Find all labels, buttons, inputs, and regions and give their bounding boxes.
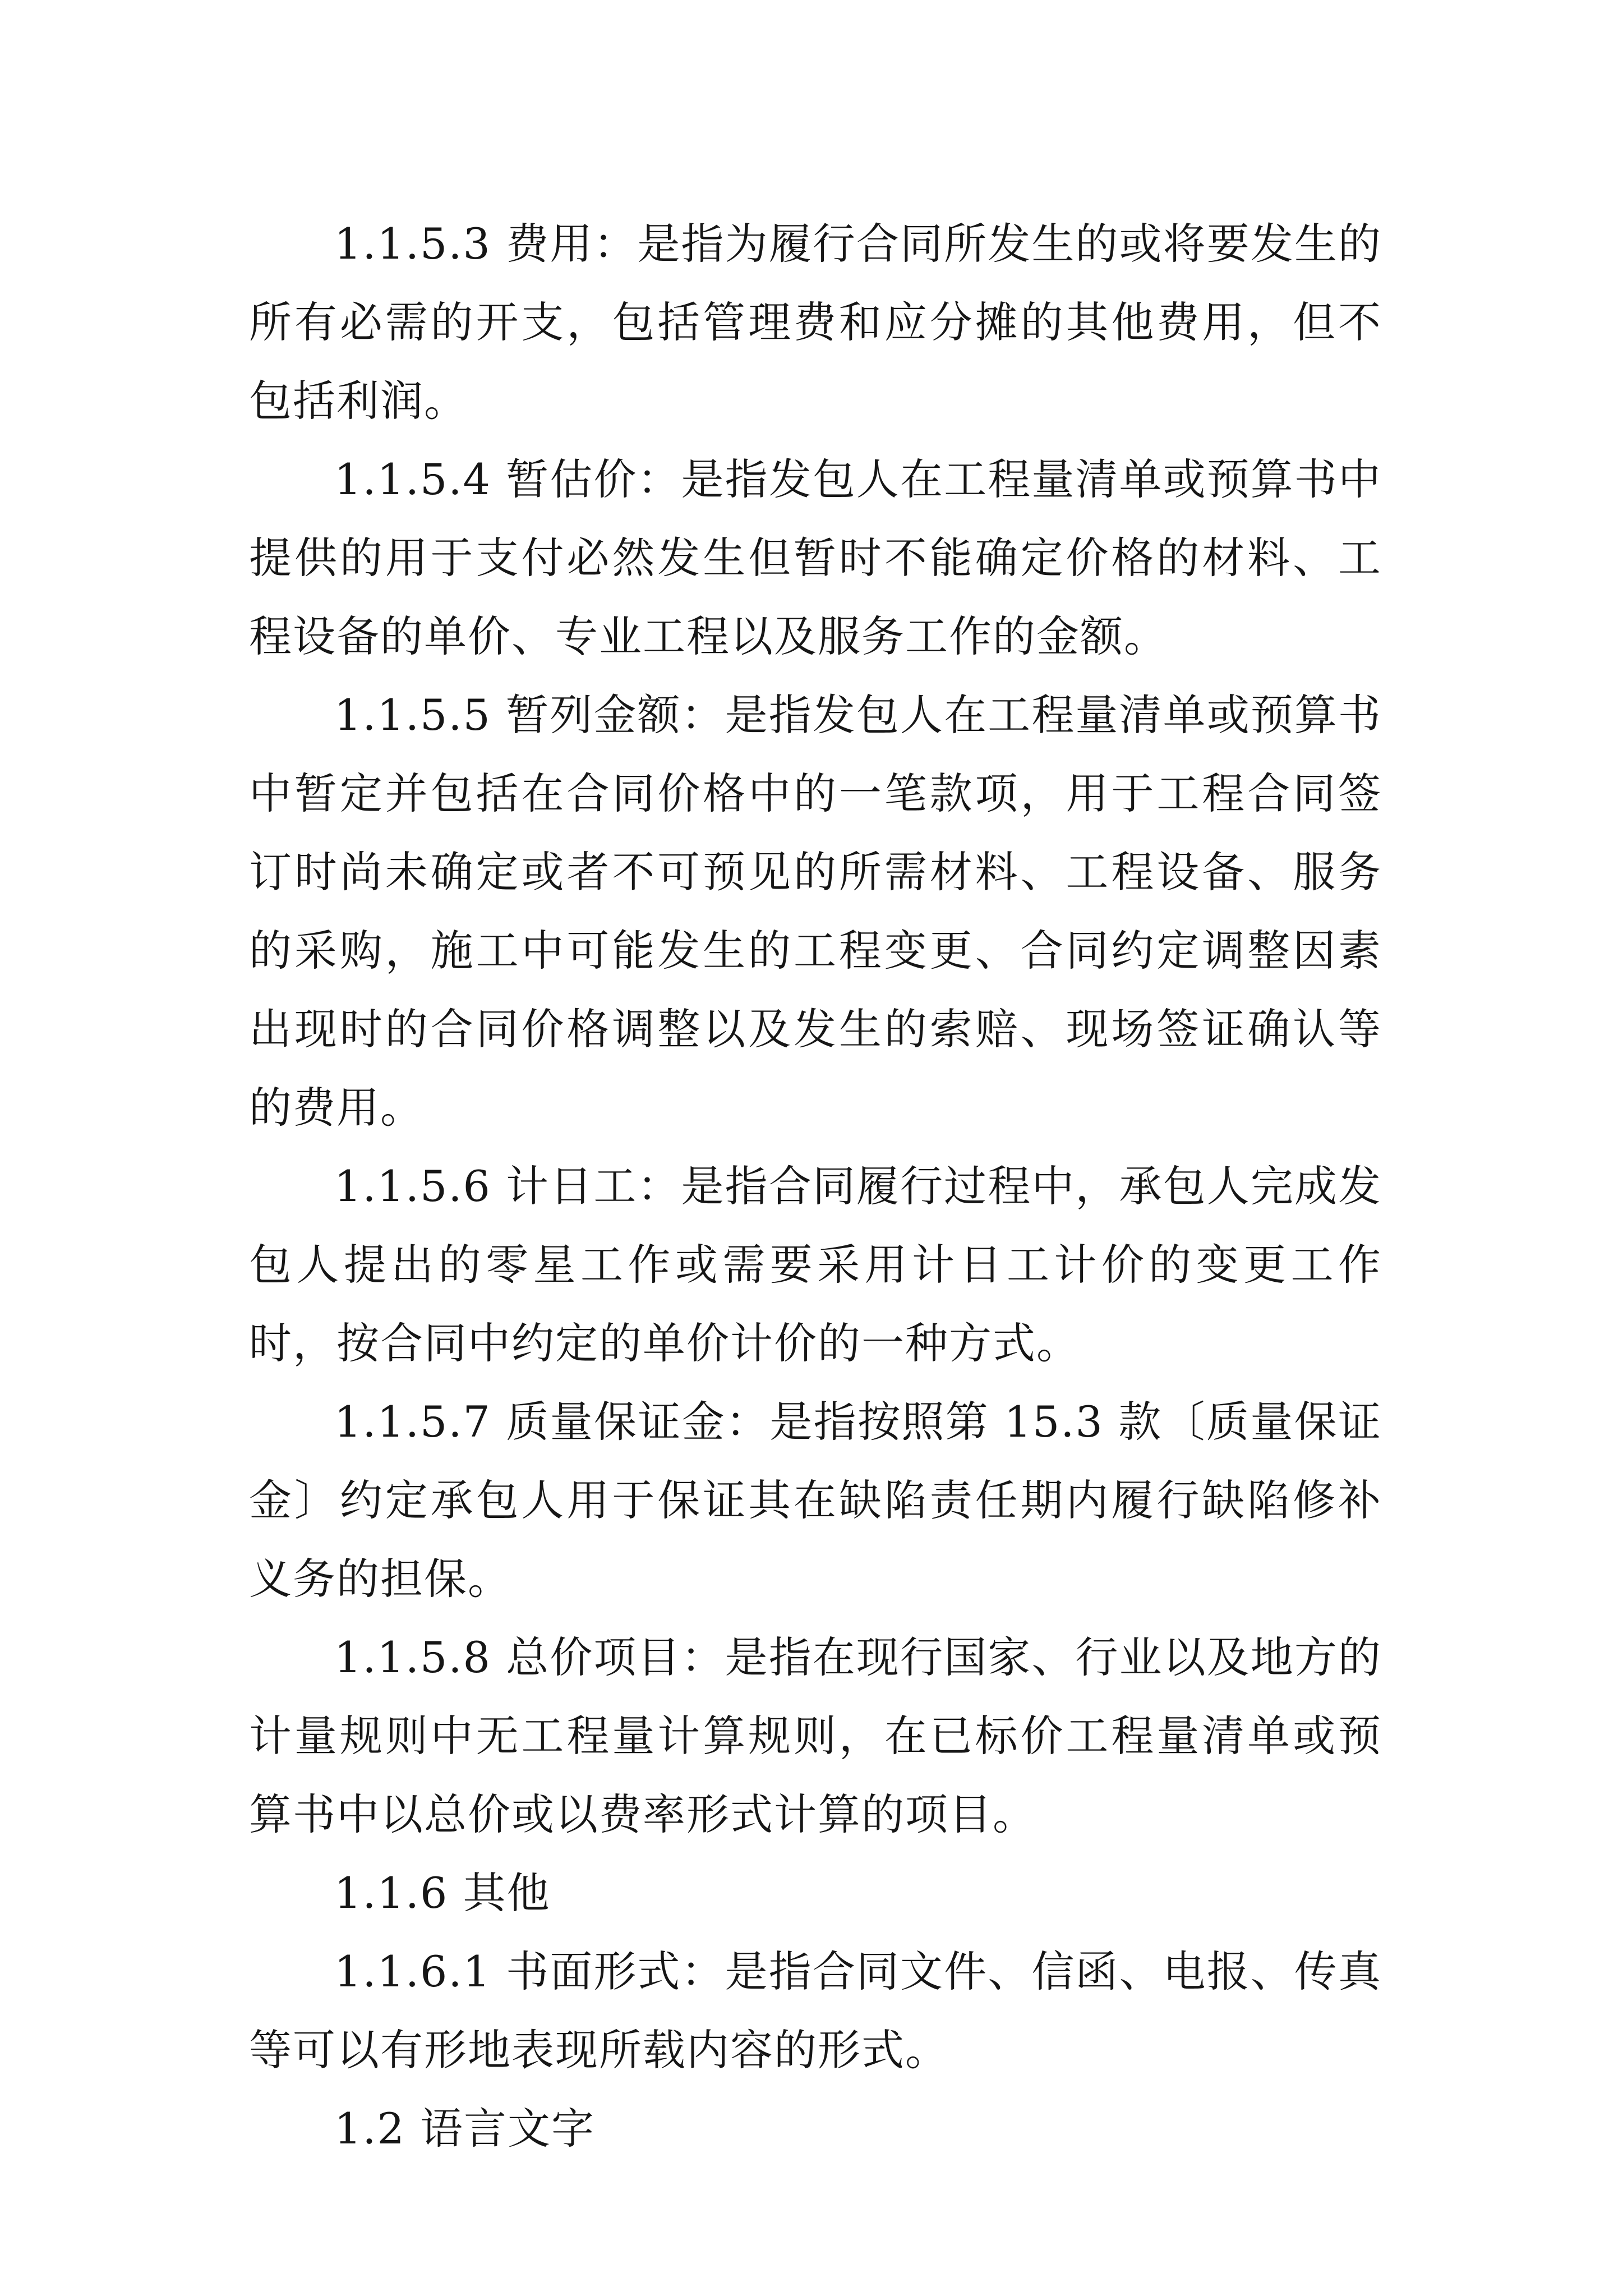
section-heading-1-1-6: 1.1.6 其他 (334, 1868, 551, 1918)
clause-1-1-5-4: 1.1.5.4 暂估价：是指发包人在工程量清单或预算书中提供的用于支付必然发生但暂时不能确定价格的材料、工程设备的单价、专业工程以及服务工作的金额。 (249, 454, 1382, 661)
clause-1-1-5-3: 1.1.5.3 费用：是指为履行合同所发生的或将要发生的所有必需的开支，包括管理费和应分摊的其他费用，但不包括利润。 (249, 219, 1382, 426)
clause-1-1-5-6: 1.1.5.6 计日工：是指合同履行过程中，承包人完成发包人提出的零星工作或需要采用计日工计价的变更工作时，按合同中约定的单价计价的一种方式。 (249, 1161, 1382, 1368)
document-body (249, 205, 1382, 2168)
clause-1-1-5-8: 1.1.5.8 总价项目：是指在现行国家、行业以及地方的计量规则中无工程量计算规则，在已标价工程量清单或预算书中以总价或以费率形式计算的项目。 (249, 1632, 1382, 1839)
clause-1-1-5-7: 1.1.5.7 质量保证金：是指按照第 15.3 款〔质量保证金〕约定承包人用于保证其在缺陷责任期内履行缺陷修补义务的担保。 (249, 1397, 1382, 1604)
clause-1-1-6-1: 1.1.6.1 书面形式：是指合同文件、信函、电报、传真等可以有形地表现所载内容的形式。 (249, 1947, 1382, 2075)
clause-1-1-5-5: 1.1.5.5 暂列金额：是指发包人在工程量清单或预算书中暂定并包括在合同价格中的一笔款项，用于工程合同签订时尚未确定或者不可预见的所需材料、工程设备、服务的采购，施工中可能发生的工程变更、合同约定调整因素出现时的合同价格调整以及发生的索赔、现场签证确认等的费用。 (249, 690, 1382, 1133)
section-heading-1-2: 1.2 语言文字 (334, 2104, 596, 2154)
